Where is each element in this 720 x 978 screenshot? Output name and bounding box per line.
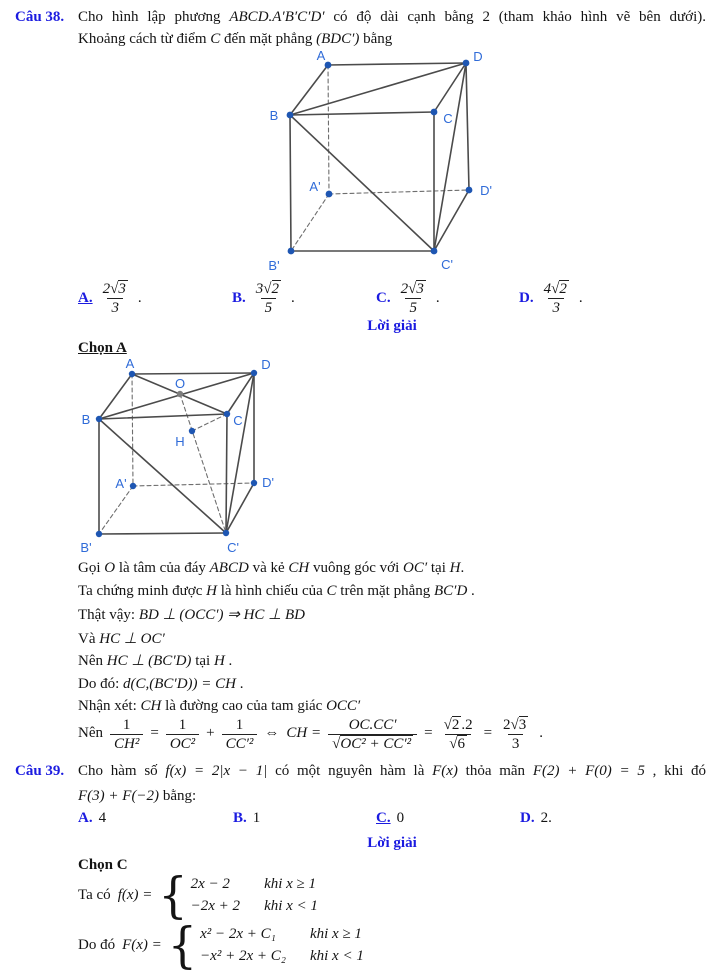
vertex-dot-D <box>251 370 257 376</box>
piecewise-fx <box>78 866 318 924</box>
option-c <box>376 810 404 827</box>
left-brace: { <box>158 866 188 924</box>
vertex-label-A': A' <box>115 476 127 491</box>
vertex-label-B': B' <box>80 540 92 555</box>
fraction-1-over-CH2: $\frac{1}{\text{CH²}}$ <box>110 716 143 753</box>
equals-sign: = <box>424 725 433 742</box>
cube-figure-2 <box>76 355 306 565</box>
question-39-label: Câu 39. <box>15 763 65 779</box>
fraction-1-over-CC2: $\frac{1}{\text{CC′²}}$ <box>222 716 258 753</box>
fraction-sqrt2-over-sqrt6: $\frac{√2 .2}{√6}$ <box>443 716 473 752</box>
vertex-dot-C' <box>431 248 438 255</box>
vertex-label-B: B <box>269 108 279 123</box>
option-a-period: . <box>137 289 142 306</box>
option-a-letter: A. <box>78 289 93 306</box>
vertex-dot-D' <box>466 187 473 194</box>
vertex-dot-A <box>129 371 135 377</box>
edge-CC' <box>226 414 227 533</box>
option-c-fraction: $\frac{2√3}{5}$ <box>400 280 424 316</box>
question-39-statement-line2: F(3) + F(−2) bằng: <box>78 788 197 804</box>
point-dot-O <box>177 391 183 397</box>
option-c-value: 0 <box>396 810 405 826</box>
option-d <box>519 279 583 317</box>
point-dot-H <box>189 428 195 434</box>
option-b <box>232 279 295 317</box>
option-a <box>78 279 142 317</box>
option-c-letter: C. <box>376 289 391 306</box>
option-a-fraction: $\frac{2√3}{3}$ <box>102 280 126 316</box>
option-b-letter: B. <box>232 289 246 306</box>
point-label-H: H <box>175 434 185 449</box>
edge-BC <box>290 112 434 115</box>
equation-period: . <box>539 725 544 742</box>
edge-A'B'-dashed <box>291 194 329 251</box>
option-c <box>376 279 440 317</box>
option-b-fraction: $\frac{3√2}{5}$ <box>255 280 279 316</box>
case-expression: −2x + 2 <box>190 898 241 914</box>
case-expression: 2x − 2 <box>190 876 230 892</box>
option-d-letter: D. <box>519 289 534 306</box>
edge-B'C' <box>99 533 226 534</box>
option-b-period: . <box>291 289 295 306</box>
edge-A'D'-dashed <box>329 190 469 194</box>
case-expression: x² − 2x + C₁ <box>200 926 276 942</box>
vertex-dot-C <box>431 109 438 116</box>
solution-line-2: Ta chứng minh được H là hình chiếu của C trên mặt phẳng BC′D . <box>78 583 475 599</box>
iff-sign: ⇔ <box>264 725 280 742</box>
chosen-answer-q38: Chọn A <box>78 340 127 356</box>
solution-line-7: Nhận xét: CH là đường cao của tam giác OCC′ <box>78 698 361 714</box>
vertex-dot-B' <box>288 248 295 255</box>
fraction-1-over-OC2: $\frac{1}{\text{OC²}}$ <box>166 716 199 753</box>
vertex-label-D: D <box>261 357 271 372</box>
vertex-label-D: D <box>473 49 483 64</box>
question-38-statement-line2: Khoảng cách từ điểm C đến mặt phẳng (BDC′) bằng <box>78 31 393 47</box>
question-38-label: Câu 38. <box>15 9 65 25</box>
vertex-label-C: C <box>443 111 453 126</box>
option-b-value: 1 <box>252 810 261 826</box>
edge-AB <box>290 65 328 115</box>
vertex-label-A': A' <box>309 179 321 194</box>
option-d-letter: D. <box>520 810 535 826</box>
vertex-label-C: C <box>233 413 243 428</box>
option-c-letter: C. <box>376 810 391 826</box>
solution-line-5: Nên HC ⊥ (BC′D) tại H . <box>78 653 233 669</box>
fraction-2sqrt3-over-3: $\frac{2√3}{3}$ <box>503 716 527 752</box>
option-b <box>233 810 260 827</box>
option-d: D. 2. <box>520 810 552 826</box>
solution-line-1: Gọi O là tâm của đáy ABCD và kẻ CH vuông góc với OC′ tại H. <box>78 560 465 576</box>
left-brace: { <box>167 916 198 974</box>
question-38-statement-line1: Cho hình lập phương ABCD.A′B′C′D′ có độ dài cạnh bằng 2 (tham khảo hình vẽ bên dưới). <box>78 9 707 25</box>
piecewise-Fx <box>78 916 364 974</box>
plus-sign: + <box>206 725 215 742</box>
edge-BC <box>99 414 227 419</box>
vertex-dot-B <box>287 112 294 119</box>
edge-BB' <box>290 115 291 251</box>
edge-DD' <box>466 63 469 190</box>
piecewise-fx-lhs: f(x) = <box>117 887 153 903</box>
vertex-dot-A' <box>130 483 136 489</box>
vertex-label-D': D' <box>480 183 492 198</box>
case-expression: −x² + 2x + C₂ <box>200 948 286 964</box>
vertex-label-A: A <box>125 356 135 371</box>
option-a-letter: A. <box>78 810 93 826</box>
option-d-value: 2 <box>540 810 549 826</box>
chosen-answer-q39: Chọn C <box>78 857 128 873</box>
edge-AD <box>132 373 254 374</box>
option-a-value: 4 <box>98 810 107 826</box>
solution-heading-q38: Lời giải <box>367 318 417 334</box>
vertex-label-A: A <box>316 48 326 63</box>
vertex-dot-D <box>463 60 470 67</box>
case-condition: khi x < 1 <box>264 898 318 914</box>
solution-heading-q39: Lời giải <box>367 835 417 851</box>
option-d-fraction: $\frac{4√2}{3}$ <box>543 280 567 316</box>
solution-line-6: Do đó: d(C,(BC′D)) = CH . <box>78 676 244 692</box>
vertex-label-D': D' <box>262 475 274 490</box>
fraction-OCCC-over-sqrt: $\frac{OC.CC'}{\text{√OC² + CC′²}}$ <box>328 716 417 753</box>
segment-CH-dashed <box>192 414 227 431</box>
vertex-label-B': B' <box>268 258 280 273</box>
edge-A'B'-dashed <box>99 486 133 534</box>
piecewise-fx-cases <box>191 873 318 917</box>
cube-figure-1 <box>253 48 505 282</box>
edge-AA'-dashed <box>328 65 329 194</box>
case-condition: khi x ≥ 1 <box>264 876 317 892</box>
piecewise-Fx-lhs: F(x) = <box>122 937 162 953</box>
vertex-dot-C <box>224 411 230 417</box>
edge-AB <box>99 374 132 419</box>
piecewise-fx-lead: Ta có <box>78 887 111 903</box>
diagonal-BD <box>290 63 466 115</box>
vertex-label-C': C' <box>227 540 239 555</box>
case-condition: khi x ≥ 1 <box>309 926 362 942</box>
vertex-dot-D' <box>251 480 257 486</box>
vertex-dot-B' <box>96 531 102 537</box>
vertex-dot-A <box>325 62 332 69</box>
vertex-dot-A' <box>326 191 333 198</box>
vertex-dot-B <box>96 416 102 422</box>
edge-AA'-dashed <box>132 374 133 486</box>
point-label-O: O <box>174 376 186 391</box>
solution-line-3: Thật vậy: BD ⊥ (OCC′) ⇒ HC ⊥ BD <box>78 607 305 623</box>
edge-AD <box>328 63 466 65</box>
option-a <box>78 810 106 827</box>
option-b-letter: B. <box>233 810 247 826</box>
case-condition: khi x < 1 <box>309 948 364 964</box>
piecewise-Fx-cases <box>200 923 364 967</box>
ch-equals: CH = <box>286 725 322 742</box>
solution-line-4: Và HC ⊥ OC′ <box>78 631 165 647</box>
equation-row <box>78 708 543 760</box>
vertex-label-B: B <box>81 412 91 427</box>
vertex-dot-C' <box>223 530 229 536</box>
equation-lead: Nên <box>78 725 103 742</box>
option-d-period: . <box>578 289 583 306</box>
piecewise-Fx-lead: Do đó <box>78 937 116 953</box>
question-39-statement-line1: Cho hàm số f(x) = 2|x − 1| có một nguyên hàm là F(x) thỏa mãn F(2) + F(0) = 5 , khi đó <box>78 763 706 779</box>
equals-sign: = <box>150 725 159 742</box>
option-c-period: . <box>435 289 440 306</box>
equals-sign: = <box>483 725 493 742</box>
edge-A'D'-dashed <box>133 483 254 486</box>
vertex-label-C': C' <box>441 257 453 272</box>
